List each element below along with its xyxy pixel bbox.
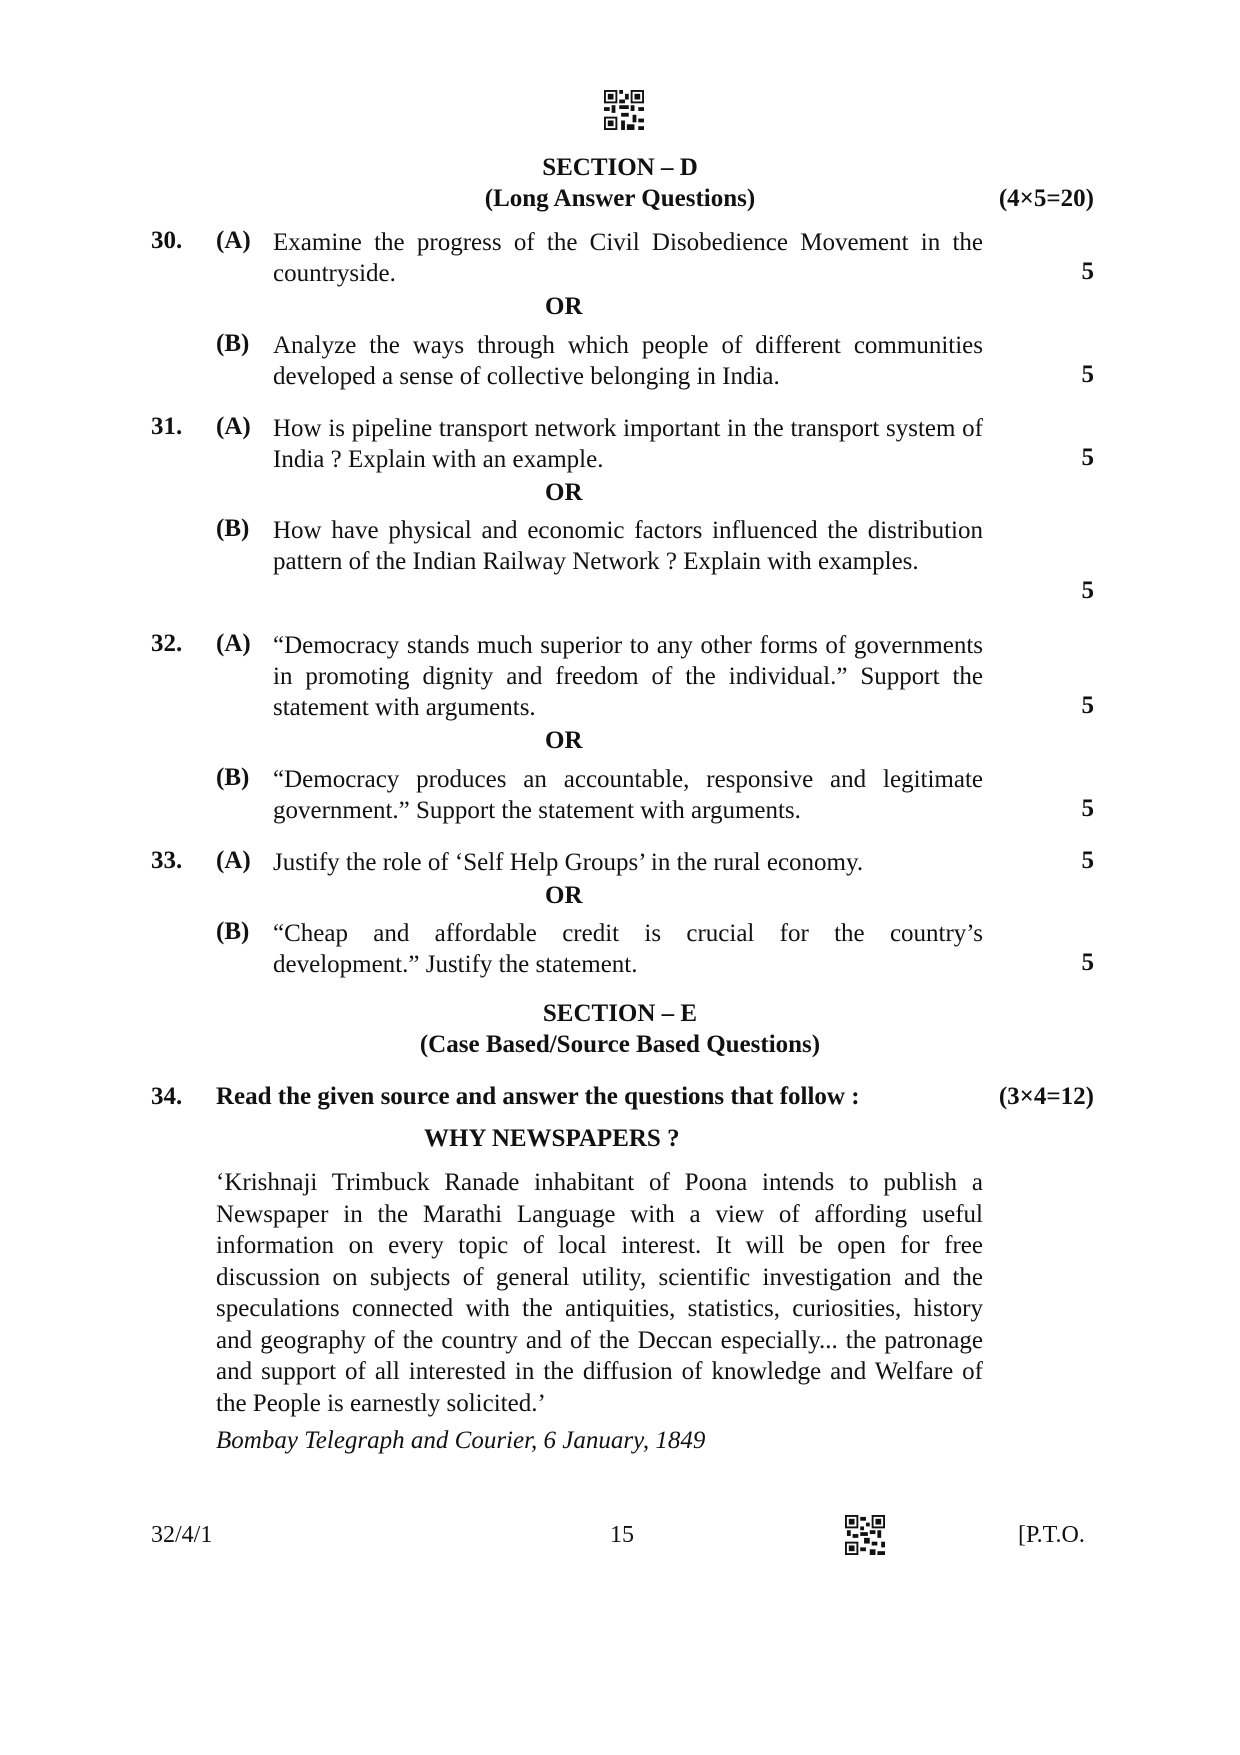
source-heading: WHY NEWSPAPERS ?	[424, 1125, 680, 1152]
option-label: (A)	[216, 847, 251, 874]
question-marks: 5	[1081, 847, 1094, 874]
qr-code-graphic	[845, 1515, 885, 1555]
option-label: (A)	[216, 227, 251, 254]
q34-marks: (3×4=12)	[998, 1083, 1094, 1110]
question-text: How is pipeline transport network important in the transport system of India ? Explain with an example.	[273, 415, 983, 473]
option-label: (A)	[216, 413, 251, 440]
option-label: (B)	[216, 515, 250, 542]
question-number: 34.	[151, 1083, 183, 1110]
paper-code: 32/4/1	[151, 1522, 213, 1548]
source-passage: ‘Krishnaji Trimbuck Ranade inhabitant of Poona intends to publish a Newspaper in the Marathi Language with a view of affording useful information on every topic of local interest. It will be open for free discussion on subjects of general utility, scientific investigation and the speculations connected with the antiquities, statistics, curiosities, history and geography of the country and of the Deccan especially... the patronage and support of all interested in the diffusion of knowledge and Welfare of the People is earnestly solicited.’	[216, 1169, 983, 1417]
question-marks: 5	[1081, 577, 1094, 604]
section-e-title: SECTION – E	[542, 1000, 698, 1027]
section-d-title: SECTION – D	[542, 154, 698, 181]
question-text: “Democracy produces an accountable, responsive and legitimate government.” Support the statement with arguments.	[273, 766, 983, 824]
or-separator: OR	[545, 293, 583, 320]
question-marks: 5	[1081, 361, 1094, 388]
option-label: (B)	[216, 330, 250, 357]
source-citation: Bombay Telegraph and Courier, 6 January, 1849	[216, 1427, 706, 1454]
question-number: 33.	[151, 847, 183, 874]
question-number: 30.	[151, 227, 183, 254]
question-number: 31.	[151, 413, 183, 440]
question-marks: 5	[1081, 258, 1094, 285]
section-e-subtitle: (Case Based/Source Based Questions)	[419, 1031, 821, 1058]
question-text: Analyze the ways through which people of different communities developed a sense of collective belonging in India.	[273, 332, 983, 390]
question-number: 32.	[151, 630, 183, 657]
question-text: “Democracy stands much superior to any other forms of governments in promoting dignity and freedom of the individual.” Support the statement with arguments.	[273, 632, 983, 721]
or-separator: OR	[545, 882, 583, 909]
qr-code-icon	[845, 1515, 885, 1555]
question-text: How have physical and economic factors influenced the distribution pattern of the Indian Railway Network ? Explain with examples.	[273, 517, 983, 575]
or-separator: OR	[545, 727, 583, 754]
option-label: (A)	[216, 630, 251, 657]
section-d-subtitle: (Long Answer Questions)	[484, 185, 756, 212]
option-label: (B)	[216, 764, 250, 791]
question-marks: 5	[1081, 444, 1094, 471]
q34-instruction: Read the given source and answer the questions that follow :	[216, 1083, 860, 1110]
question-marks: 5	[1081, 795, 1094, 822]
option-label: (B)	[216, 918, 250, 945]
qr-code-graphic	[604, 90, 644, 130]
qr-code-icon	[604, 90, 644, 130]
question-text: Justify the role of ‘Self Help Groups’ in the rural economy.	[273, 849, 864, 876]
question-marks: 5	[1081, 949, 1094, 976]
pto-label: [P.T.O.	[1018, 1522, 1085, 1548]
or-separator: OR	[545, 479, 583, 506]
page-number: 15	[610, 1522, 634, 1548]
question-marks: 5	[1081, 692, 1094, 719]
question-text: “Cheap and affordable credit is crucial for the country’s development.” Justify the statement.	[273, 920, 983, 978]
section-d-marks: (4×5=20)	[998, 185, 1094, 212]
question-text: Examine the progress of the Civil Disobedience Movement in the countryside.	[273, 229, 983, 287]
